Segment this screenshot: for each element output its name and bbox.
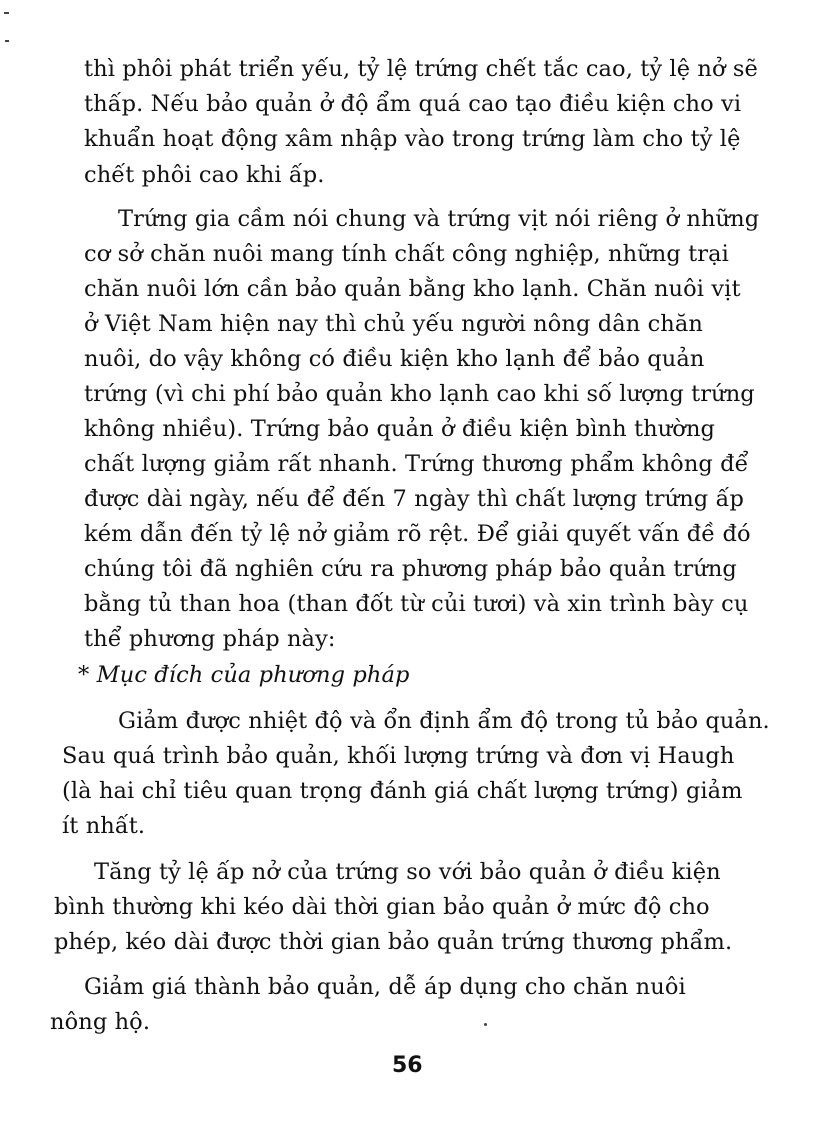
text-line: chăn nuôi lớn cần bảo quản bằng kho lạnh. Chăn nuôi vịt [84,276,741,302]
text-line: chúng tôi đã nghiên cứu ra phương pháp bảo quản trứng [84,556,737,582]
text-line: Trứng gia cầm nói chung và trứng vịt nói riêng ở những [118,206,760,232]
text-line: Sau quá trình bảo quản, khối lượng trứng và đơn vị Haugh [62,743,735,769]
text-line: thấp. Nếu bảo quản ở độ ẩm quá cao tạo điều kiện cho vi [84,91,742,117]
text-line: được dài ngày, nếu để đến 7 ngày thì chất lượng trứng ấp [84,486,744,512]
text-line: chất lượng giảm rất nhanh. Trứng thương phẩm không để [84,451,749,477]
text-line: (là hai chỉ tiêu quan trọng đánh giá chất lượng trứng) giảm [62,778,743,804]
text-line: cơ sở chăn nuôi mang tính chất công nghiệp, những trại [84,241,729,267]
text-line: bằng tủ than hoa (than đốt từ củi tươi) và xin trình bày cụ [84,591,749,617]
text-line: kém dẫn đến tỷ lệ nở giảm rõ rệt. Để giải quyết vấn đề đó [84,521,751,547]
text-line: chết phôi cao khi ấp. [84,162,325,188]
text-line: thì phôi phát triển yếu, tỷ lệ trứng chết tắc cao, tỷ lệ nở sẽ [84,56,758,82]
text-line: trứng (vì chi phí bảo quản kho lạnh cao khi số lượng trứng [84,381,755,407]
section-heading: * Mục đích của phương pháp [78,662,410,688]
scan-speck [4,12,9,14]
text-line: thể phương pháp này: [84,626,336,652]
text-line: ở Việt Nam hiện nay thì chủ yếu người nông dân chăn [84,311,703,337]
scan-speck [5,40,9,42]
text-line: khuẩn hoạt động xâm nhập vào trong trứng làm cho tỷ lệ [84,126,741,152]
text-line: ít nhất. [62,813,146,839]
text-line: bình thường khi kéo dài thời gian bảo quản ở mức độ cho [54,894,710,920]
page-number: 56 [392,1053,423,1078]
text-line: Tăng tỷ lệ ấp nở của trứng so với bảo quản ở điều kiện [94,859,721,885]
text-line: Giảm được nhiệt độ và ổn định ẩm độ trong tủ bảo quản. [118,708,770,734]
scan-speck [484,1023,487,1026]
text-line: phép, kéo dài được thời gian bảo quản trứng thương phẩm. [54,929,733,955]
text-line: Giảm giá thành bảo quản, dễ áp dụng cho chăn nuôi [84,974,686,1000]
text-line: nông hộ. [50,1009,151,1035]
text-line: không nhiều). Trứng bảo quản ở điều kiện bình thường [84,416,716,442]
text-line: nuôi, do vậy không có điều kiện kho lạnh để bảo quản [84,346,705,372]
